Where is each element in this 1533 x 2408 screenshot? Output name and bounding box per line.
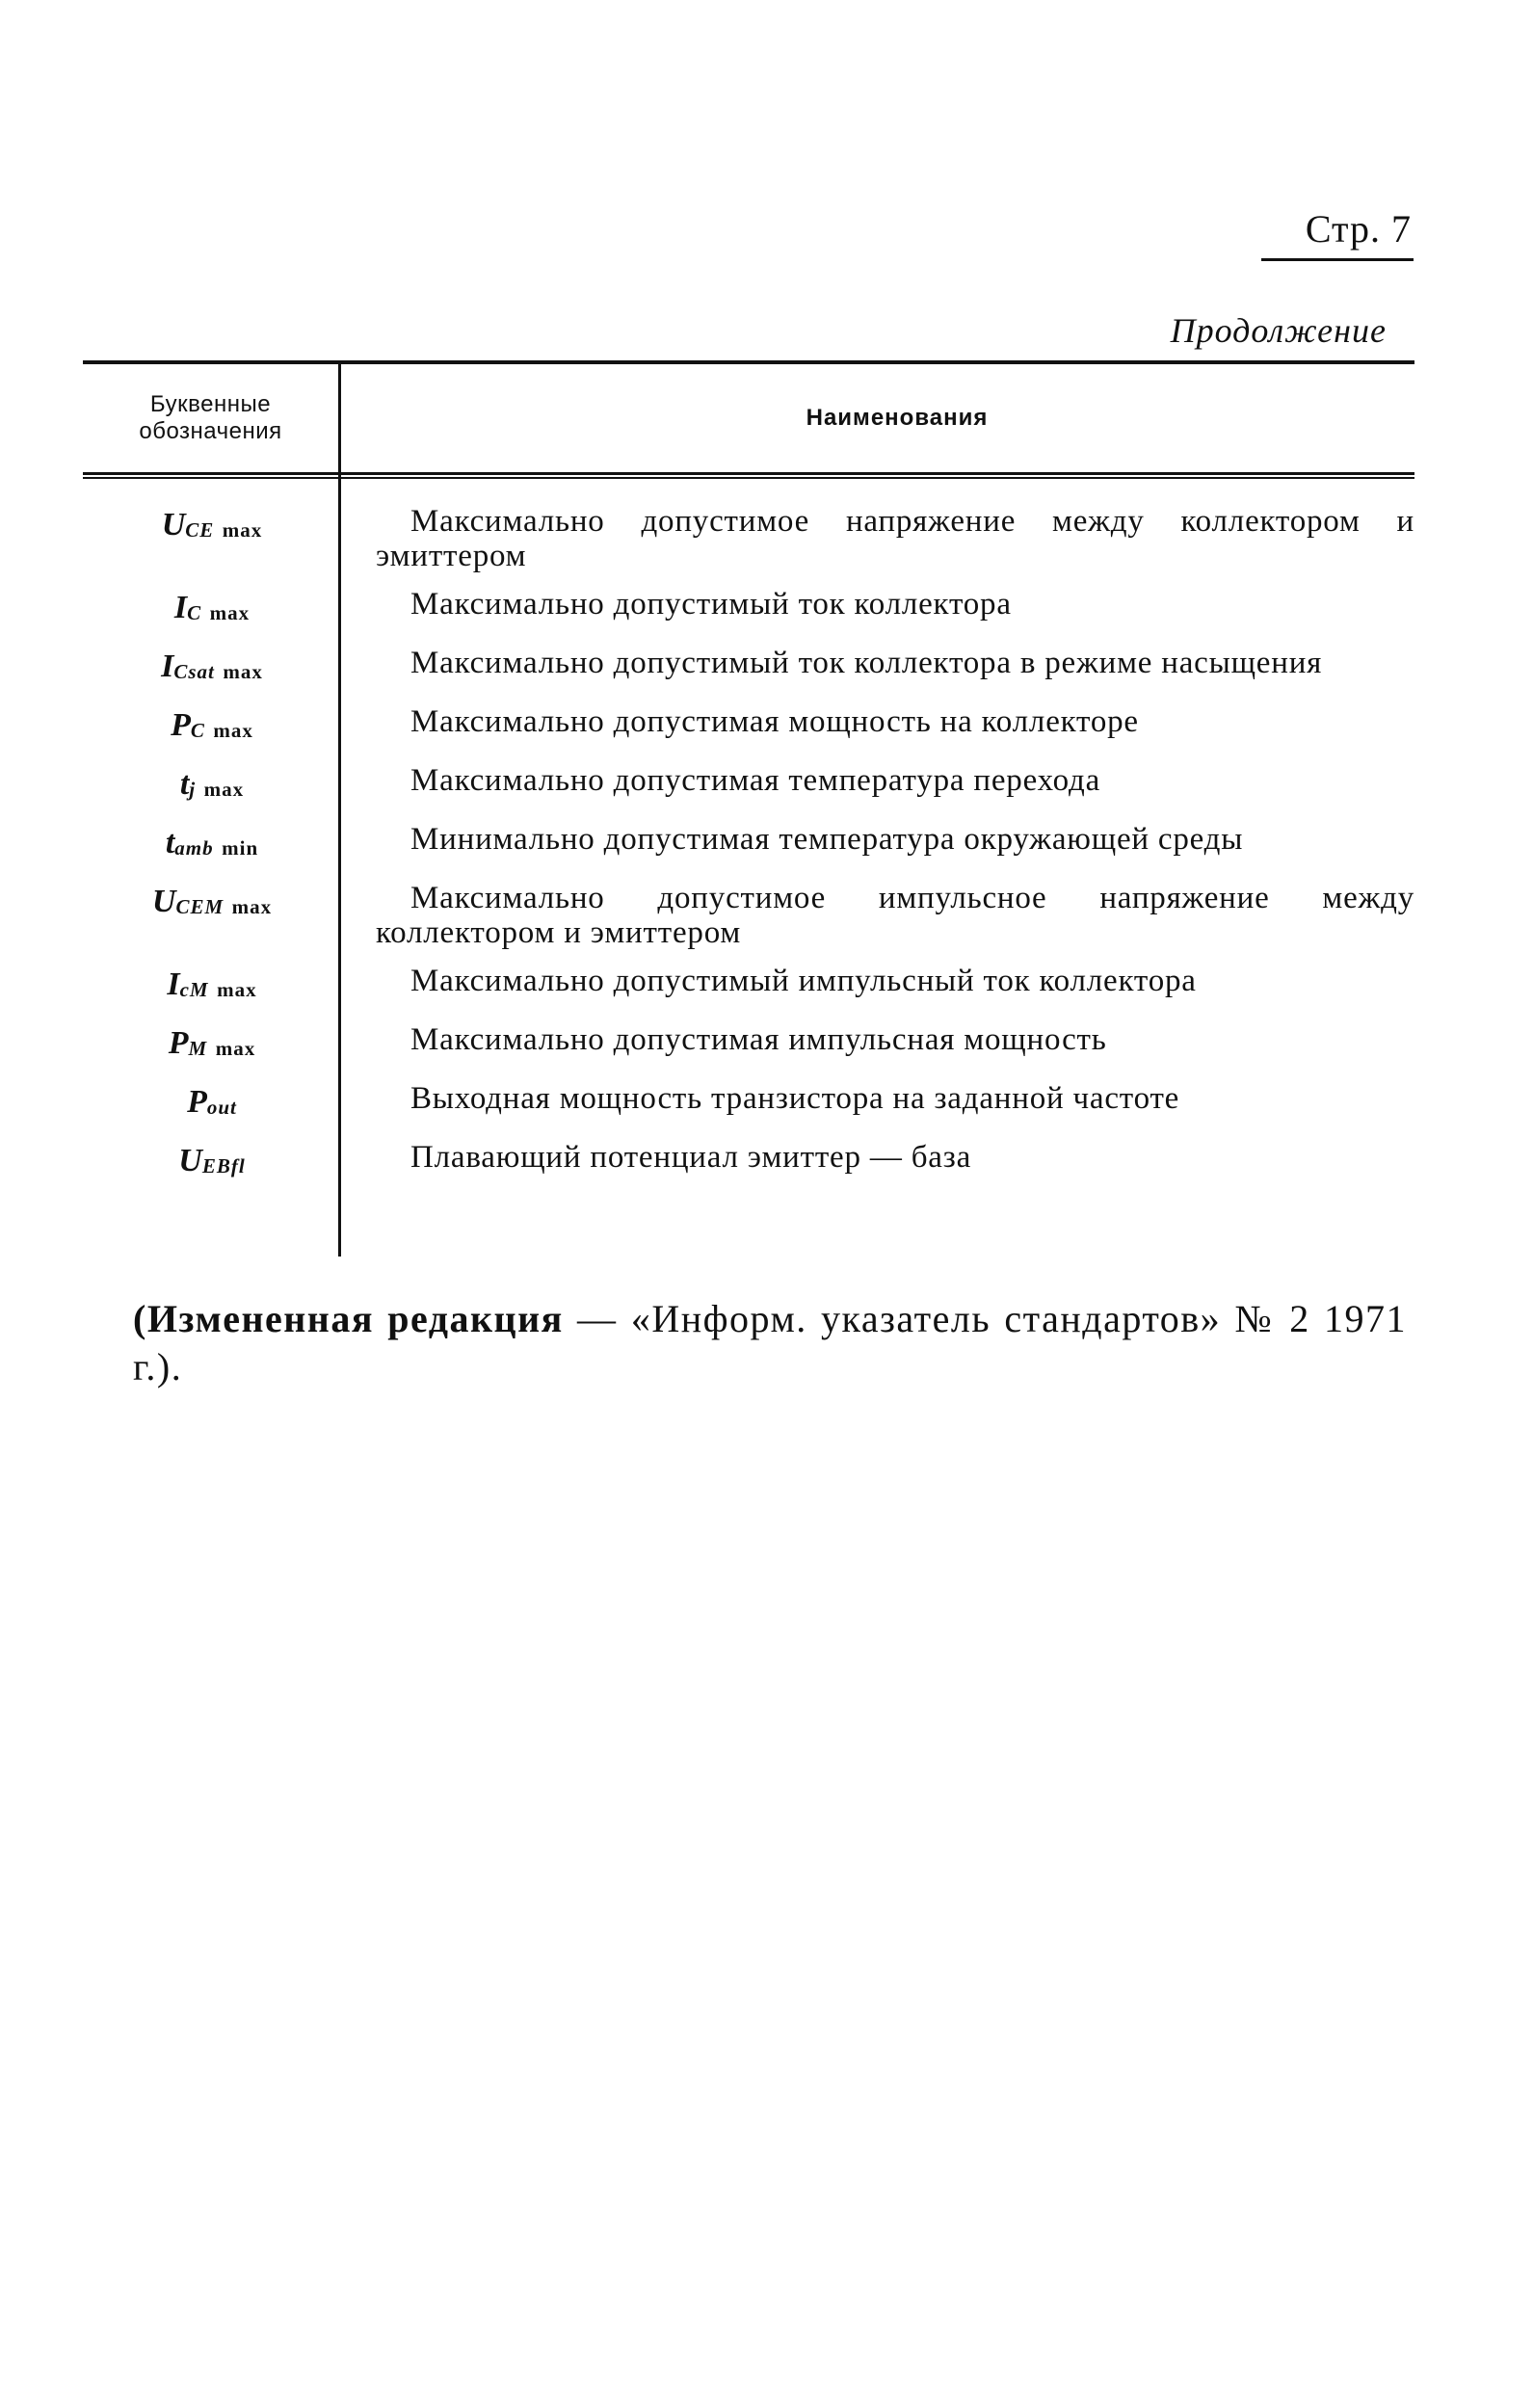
symbol-subscript-limit: max [217,978,257,1001]
symbol-main: U [151,884,176,919]
table-row [83,964,1414,1009]
symbol-subscript: CE [185,518,215,542]
name-cell: Выходная мощность транзистора на заданной частоте [410,1081,1180,1116]
symbol-cell [83,822,341,867]
symbol-main: t [165,825,175,860]
symbol-subscript: j [189,778,197,801]
page-number: Стр. 7 [1305,207,1412,251]
header-symbols: Буквенные обозначения [83,364,341,472]
symbol-subscript-limit: max [203,778,245,801]
symbol-subscript: CEM [175,895,225,918]
symbol-main: t [179,766,190,802]
symbol-subscript-limit: max [231,895,273,918]
continuation-label: Продолжение [1170,311,1387,350]
name-cell: Максимально допустимый ток коллектора [410,587,1012,622]
symbol-cell [83,587,341,632]
name-cell: Максимально допустимая импульсная мощность [410,1022,1107,1057]
symbol-cell [83,1022,341,1068]
symbol-cell [83,881,341,950]
revision-note [133,1295,1407,1391]
symbol-main: I [167,966,180,1002]
symbol-main: I [173,590,188,625]
symbol-cell [83,504,341,573]
symbol-main: U [178,1143,202,1178]
table-row [83,646,1414,691]
table-row [83,1081,1414,1126]
symbol-main: U [161,507,186,542]
name-cell: Максимально допустимый импульсный ток коллектора [410,964,1197,998]
symbol-subscript: Csat [173,660,215,683]
name-cell: Максимально допустимая мощность на коллекторе [410,704,1139,739]
symbol-subscript-limit: max [209,601,251,624]
symbol-subscript-limit: min [222,836,259,860]
symbol-main: P [187,1084,207,1120]
symbol-subscript-limit: max [222,518,263,542]
symbol-cell [83,704,341,750]
symbol-subscript: out [206,1096,237,1119]
name-cell: Максимально допустимое напряжение между коллектором и эмиттером [376,504,1414,573]
name-cell: Максимально допустимое импульсное напряжение между коллектором и эмиттером [376,881,1414,950]
symbols-table [83,360,1414,1257]
symbol-cell [83,1081,341,1126]
table-header [83,364,1414,475]
symbol-subscript: EBfl [201,1154,246,1178]
table-row [83,704,1414,750]
table-row [83,1022,1414,1068]
symbol-subscript: M [188,1037,208,1060]
symbol-cell [83,964,341,1009]
table-row [83,1140,1414,1185]
symbol-subscript: C [190,719,205,742]
name-cell: Минимально допустимая температура окружающей среды [410,822,1244,857]
table-row [83,504,1414,573]
revision-note-bold: (Измененная редакция [133,1297,564,1340]
table-row [83,822,1414,867]
symbol-main: P [171,707,191,743]
symbol-subscript: cM [179,978,209,1001]
symbol-main: P [168,1025,189,1061]
header-names: Наименования [806,405,989,431]
table-body [83,475,1414,1257]
page-number-underline [1261,258,1414,261]
revision-note-rest: — «Информ. указатель стандартов» № 2 1971 г.). [133,1297,1408,1389]
symbol-cell [83,646,341,691]
name-cell: Максимально допустимая температура перехода [410,763,1101,798]
symbol-subscript: C [187,601,202,624]
symbol-subscript-limit: max [223,660,263,683]
symbol-cell [83,763,341,808]
symbol-subscript: amb [174,836,214,860]
table-row [83,587,1414,632]
name-cell: Плавающий потенциал эмиттер — база [410,1140,972,1175]
symbol-subscript-limit: max [215,1037,256,1060]
name-cell: Максимально допустимый ток коллектора в режиме насыщения [410,646,1323,680]
symbol-cell [83,1140,341,1185]
symbol-main: I [161,648,174,684]
symbol-subscript-limit: max [213,719,253,742]
table-row [83,881,1414,950]
table-row [83,763,1414,808]
